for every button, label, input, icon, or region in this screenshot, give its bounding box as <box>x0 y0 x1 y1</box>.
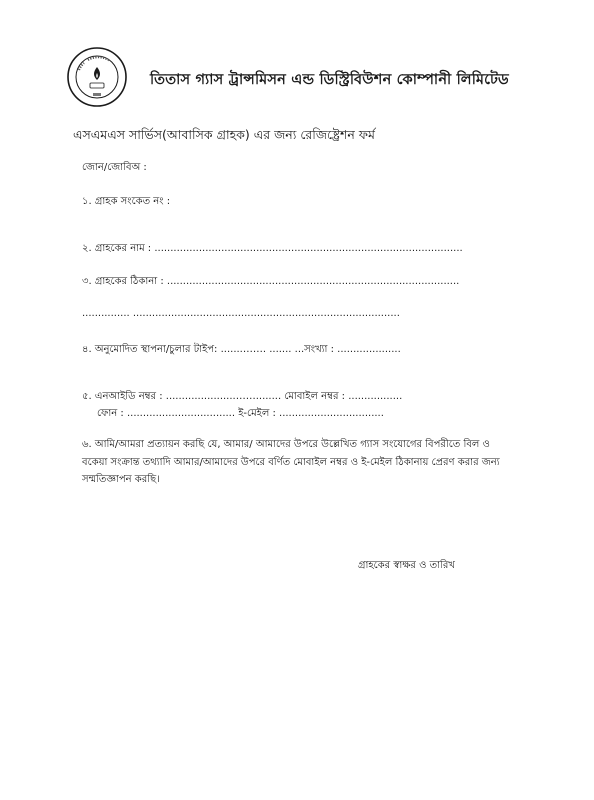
customer-name-field: ২. গ্রাহকের নাম : ................................................................................................. <box>82 243 463 254</box>
declaration-line-1: ৬. আমি/আমরা প্রত্যায়ন করছি যে, আমার/ আমাদের উপরে উল্লেখিত গ্যাস সংযোগের বিপরীতে বিল ও <box>82 439 490 450</box>
customer-address-line2: ............... .................................................................................... <box>82 308 400 319</box>
company-logo <box>66 46 128 108</box>
nid-mobile-field: ৫. এনআইডি নম্বর : ......................……........ মোবাইল নম্বর : ................. <box>82 391 403 402</box>
form-title: এসএমএস সার্ভিস(আবাসিক গ্রাহক) এর জন্য রেজিষ্ট্রেশন ফর্ম <box>73 127 375 142</box>
zone-field: জোন/জোবিঅ : <box>82 162 147 173</box>
company-name: তিতাস গ্যাস ট্রান্সমিসন এন্ড ডিস্ট্রিবিউশন কোম্পানী লিমিটেড <box>150 72 509 88</box>
phone-email-field: ফোন : .................................. ই-মেইল : ................................. <box>97 408 384 419</box>
customer-code-field: ১. গ্রাহক সংকেত নং : <box>82 196 171 207</box>
approved-burner-field: ৪. অনুমোদিত স্থাপনা/চুলার টাইপ: .......……. ....... ...সংখ্যা : .................... <box>82 344 401 355</box>
declaration-line-3: সম্মতিজ্ঞাপন করছি। <box>82 474 160 485</box>
declaration-line-2: বকেয়া সংক্রান্ত তথ্যাদি আমার/আমাদের উপরে বর্ণিত মোবাইল নম্বর ও ই-মেইল ঠিকানায় প্রেরণ করার জন্য <box>82 457 500 468</box>
signature-date-label: গ্রাহকের স্বাক্ষর ও তারিখ <box>358 560 455 571</box>
customer-address-field: ৩. গ্রাহকের ঠিকানা : ............................................................................................ <box>82 276 460 287</box>
